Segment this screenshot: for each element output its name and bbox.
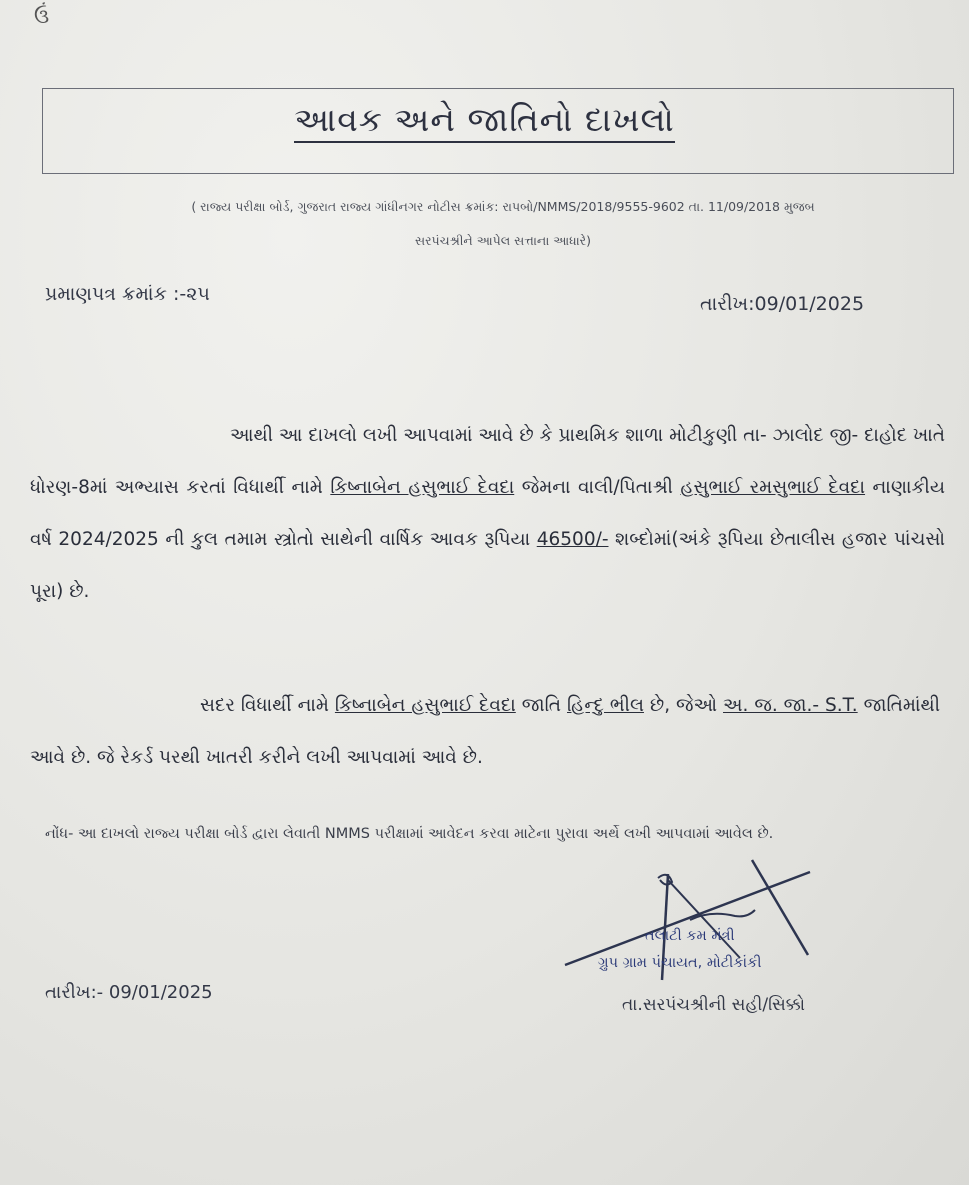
student-name: કિષ્નાબેન હસુભાઈ દેવદા [330, 477, 515, 498]
father-name: હસુભાઈ રમસુભાઈ દેવદા [680, 477, 866, 498]
notice-line-1: ( રાજ્ય પરીક્ષા બોર્ડ, ગુજરાત રાજ્ય ગાંધીનગર નોટીસ ક્રમાંક: રાપબો/NMMS/2018/9555-9602 તા. 11/09/2018 મુજબ [191, 199, 815, 214]
stamp-office: ગ્રુપ ગ્રામ પંચાયત, મોટીકાંકી [598, 955, 762, 971]
corner-mark: ઉં [34, 4, 50, 28]
notice-reference [58, 190, 948, 258]
p1-text-3: નાણાકીય વર્ષ 2024/2025 ની કુલ તમામ સ્ત્રોતો સાથેની વાર્ષિક આવક રૂપિયા [30, 477, 945, 550]
document-title-text: આવક અને જાતિનો દાખલો [294, 100, 675, 143]
signing-date: તારીખ:- 09/01/2025 [45, 982, 213, 1003]
p1-text-2: જેમના વાલી/પિતાશ્રી [514, 477, 681, 498]
p2-text-4: જાતિમાંથી આવે છે. જે રેકર્ડ પરથી ખાતરી કરીને લખી આપવામાં આવે છે. [30, 695, 940, 768]
stamp-designation: તલાટી કમ મંત્રી [645, 928, 735, 944]
notice-line-2: સરપંચશ્રીને આપેલ સત્તાના આધારે) [414, 233, 592, 248]
caste-category: અ. જ. જા.- S.T. [723, 695, 858, 716]
income-amount: 46500/- [536, 529, 609, 550]
p2-text-1: સદર વિધાર્થી નામે [200, 695, 335, 716]
note-text: નોંધ- આ દાખલો રાજ્ય પરીક્ષા બોર્ડ દ્વારા લેવાતી NMMS પરીક્ષામાં આવેદન કરવા માટેના પુરાવા અર્થે લખી આપવામાં આવેલ છે. [45, 826, 774, 842]
p1-text-1: આથી આ દાખલો લખી આપવામાં આવે છે કે પ્રાથમિક શાળા મોટીકુણી તા- ઝાલોદ જી- દાહોદ ખાતે ધોરણ-8માં અભ્યાસ કરતાં વિધાર્થી નામે [30, 425, 945, 498]
p2-text-2: જાતિ [515, 695, 567, 716]
caste-name: હિન્દુ ભીલ [567, 695, 644, 716]
issue-date: તારીખ:09/01/2025 [700, 293, 865, 315]
income-paragraph [30, 410, 945, 618]
p1-text-4: શબ્દોમાં(અંકે રૂપિયા છેતાલીસ હજાર પાંચસો પૂરા) છે. [30, 529, 945, 602]
p2-text-3: છે, જેઓ [643, 695, 724, 716]
signature-label: તા.સરપંચશ્રીની સહી/સિક્કો [622, 995, 805, 1015]
caste-paragraph [30, 680, 940, 784]
document-title [0, 100, 969, 140]
certificate-number: પ્રમાણપત્ર ક્રમાંક :-૨૫ [45, 283, 210, 305]
student-name-2: કિષ્નાબેન હસુભાઈ દેવદા [334, 695, 516, 716]
